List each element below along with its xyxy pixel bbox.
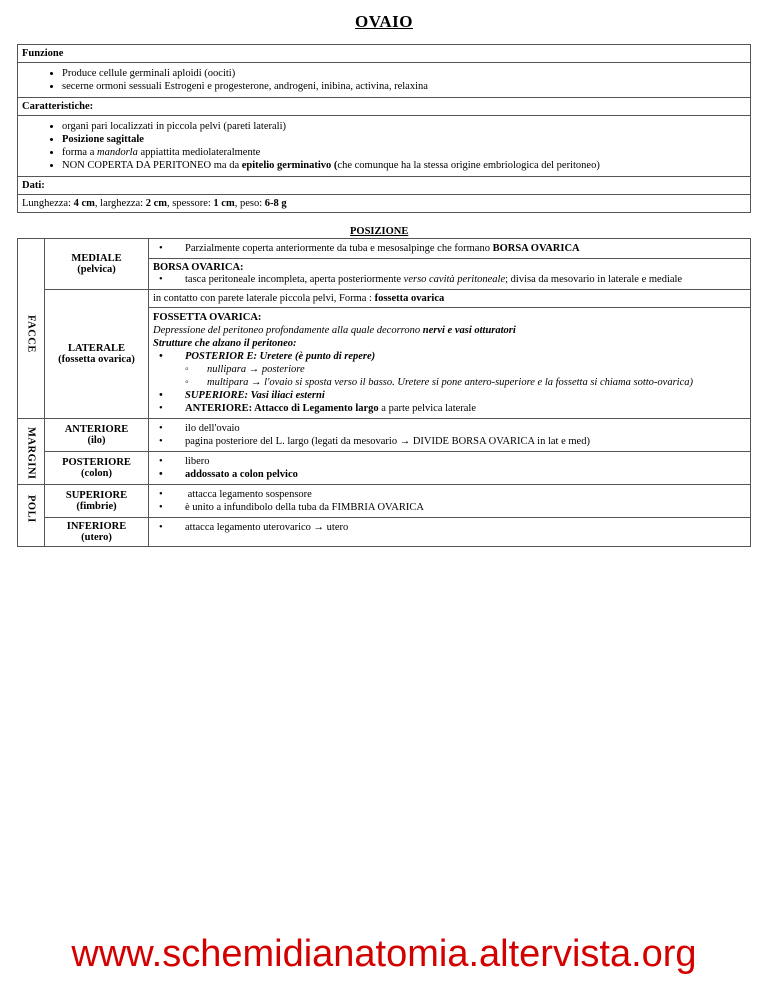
group-label: MARGINI: [25, 427, 37, 480]
label: ANTERIORE: [64, 424, 129, 435]
superiore-content: [149, 485, 751, 518]
page-title: OVAIO: [355, 12, 413, 31]
list-item: • SUPERIORE: Vasi iliaci esterni: [153, 389, 746, 402]
text: in contatto con parete laterale piccola pelvi, Forma :: [153, 293, 375, 304]
row-label-posteriore: [45, 452, 149, 485]
label: (fossetta ovarica): [58, 354, 135, 365]
text-italic: Depressione del peritoneo profondamente alla quale decorrono: [153, 325, 423, 336]
group-margini: [18, 419, 45, 485]
laterale-row1: [149, 290, 751, 308]
list-item: [153, 242, 746, 255]
list-item: • organi pari localizzati in piccola pelvi (pareti laterali): [62, 120, 746, 133]
text: tasca peritoneale incompleta, aperta posteriormente: [185, 274, 404, 285]
anteriore-content: [149, 419, 751, 452]
text-bold: epitelio germinativo (: [241, 160, 338, 171]
list-item: • POSTERIOR E: Uretere (è punto di repere): [153, 350, 746, 363]
caratteristiche-heading: Caratteristiche:: [18, 98, 751, 116]
list-item: • secerne ormoni sessuali Estrogeni e progesterone, androgeni, inibina, activina, relaxina: [62, 80, 746, 93]
row-label-mediale: [45, 239, 149, 290]
caratteristiche-content: [18, 116, 751, 177]
text: forma a: [62, 147, 97, 158]
text: a parte pelvica laterale: [378, 403, 477, 414]
label: POSTERIORE: [62, 457, 131, 468]
list-item: • Produce cellule germinali aploidi (oociti): [62, 67, 746, 80]
sub-item: ◦ nullipara → posteriore: [153, 363, 746, 376]
group-label: POLI: [25, 495, 37, 523]
text-bold: Posizione sagittale: [62, 134, 144, 145]
text-bold: fossetta ovarica: [374, 293, 445, 304]
label: SUPERIORE: [65, 490, 128, 501]
dati-heading: Dati:: [18, 177, 751, 195]
info-table: [17, 44, 751, 213]
text-italic: verso cavità peritoneale: [403, 274, 506, 285]
text-bold: ANTERIORE: Attacco di Legamento largo: [185, 403, 379, 414]
list-item: • attacca legamento uterovarico → utero: [153, 521, 746, 534]
text: Lunghezza:: [22, 198, 74, 209]
value: 1 cm: [213, 198, 235, 209]
subheading: BORSA OVARICA:: [153, 262, 244, 273]
text: ; divisa da mesovario in laterale e mediale: [505, 274, 683, 285]
value: 4 cm: [73, 198, 95, 209]
label: MEDIALE: [71, 253, 122, 264]
text-line: Strutture che alzano il peritoneo:: [153, 338, 297, 349]
list-item: • attacca legamento sospensore: [153, 488, 746, 501]
label: INFERIORE: [66, 521, 127, 532]
list-item: [62, 159, 746, 172]
funzione-heading: Funzione: [18, 45, 751, 63]
list-item: • pagina posteriore del L. largo (legati da mesovario → DIVIDE BORSA OVARICA in lat e med): [153, 435, 746, 448]
list-item: • è unito a infundibolo della tuba da FIMBRIA OVARICA: [153, 501, 746, 514]
funzione-content: [18, 63, 751, 98]
text: appiattita mediolateralmente: [137, 147, 261, 158]
row-label-anteriore: [45, 419, 149, 452]
list-item: [62, 133, 746, 146]
group-facce: [18, 239, 45, 419]
group-label: FACCE: [25, 315, 37, 353]
list-item: • ilo dell'ovaio: [153, 422, 746, 435]
label: (ilo): [87, 435, 106, 446]
text: , larghezza:: [94, 198, 146, 209]
text-bold-italic: nervi e vasi otturatori: [422, 325, 516, 336]
list-item: [153, 273, 746, 286]
mediale-row2: [149, 259, 751, 290]
laterale-row2: [149, 308, 751, 419]
label: (pelvica): [77, 264, 116, 275]
inferiore-content: [149, 518, 751, 547]
label: (fimbrie): [76, 501, 117, 512]
sub-item: ◦ multipara → l'ovaio si sposta verso il basso. Uretere si pone antero-superiore e la fossetta si chiama sotto-ovarica): [153, 376, 746, 389]
mediale-row1: [149, 239, 751, 259]
text-line: [153, 324, 746, 337]
value: 6-8 g: [264, 198, 287, 209]
text: , peso:: [234, 198, 265, 209]
list-item: • addossato a colon pelvico: [153, 468, 746, 481]
list-item: [62, 146, 746, 159]
row-label-laterale: [45, 290, 149, 419]
footer-website: www.schemidianatomia.altervista.org: [71, 933, 697, 975]
subheading: FOSSETTA OVARICA:: [153, 312, 262, 323]
group-poli: [18, 485, 45, 547]
text: Parzialmente coperta anteriormente da tuba e mesosalpinge che formano: [185, 243, 493, 254]
posizione-title: POSIZIONE: [350, 226, 409, 237]
text-bold: BORSA OVARICA: [492, 243, 580, 254]
text: , spessore:: [167, 198, 214, 209]
posteriore-content: [149, 452, 751, 485]
label: LATERALE: [68, 343, 125, 354]
row-label-superiore: [45, 485, 149, 518]
list-item: [153, 402, 746, 415]
text: che comunque ha la stessa origine embriologica del peritoneo): [337, 160, 600, 171]
value: 2 cm: [145, 198, 168, 209]
posizione-table: [17, 238, 751, 547]
text: NON COPERTA DA PERITONEO ma da: [62, 160, 242, 171]
text-italic: mandorla: [96, 147, 138, 158]
label: (colon): [81, 468, 112, 479]
label: (utero): [81, 532, 112, 543]
row-label-inferiore: [45, 518, 149, 547]
dati-content: [18, 195, 751, 213]
list-item: • libero: [153, 455, 746, 468]
